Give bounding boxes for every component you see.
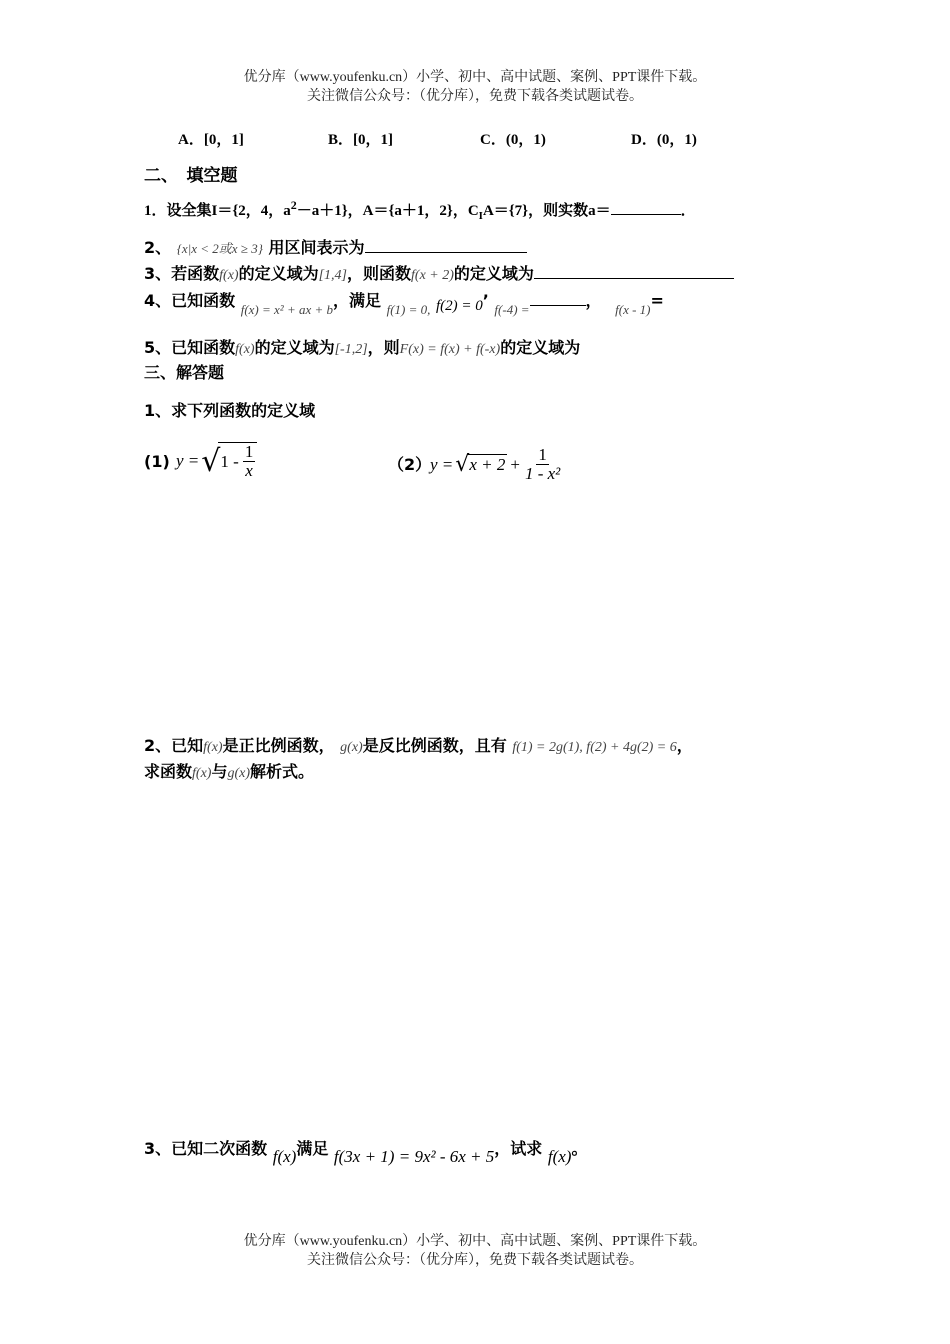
- formula1-denominator: x: [245, 461, 253, 480]
- option-d: D．(0，1): [631, 132, 697, 148]
- solve-question-1-title: 1、求下列函数的定义域: [144, 401, 316, 420]
- solve-q3-text1: 满足: [296, 1139, 329, 1158]
- solve-q1-formula-1: [176, 442, 257, 480]
- fill-q3-text1: 的定义域为: [238, 264, 319, 283]
- option-b: B．[0，1]: [328, 132, 393, 148]
- footer-line-1: 优分库（www.youfenku.cn）小学、初中、高中试题、案例、PPT课件下载。: [243, 1234, 707, 1249]
- header-line-1: 优分库（www.youfenku.cn）小学、初中、高中试题、案例、PPT课件下载。: [243, 70, 707, 85]
- fill-q5-number: 5、已知函数: [144, 338, 236, 357]
- solve-question-3: [144, 1136, 588, 1166]
- formula2-fraction: [523, 446, 562, 483]
- solve-q3-number: 3、已知二次函数: [144, 1139, 268, 1158]
- solve-q3-fx: f(x): [272, 1147, 297, 1166]
- fill-q1-suffix: A＝{7}，则实数a＝: [482, 203, 611, 219]
- solve-q1-formula-2: [430, 446, 562, 483]
- fill-question-3: [144, 261, 734, 284]
- fill-question-5: [144, 335, 580, 358]
- solve-q2-fx-2: f(x): [192, 766, 212, 781]
- fill-q5-text1: 的定义域为: [254, 338, 335, 357]
- fill-q5-fx: f(x): [235, 342, 255, 357]
- formula1-one-minus: 1 -: [220, 451, 239, 471]
- solve-question-2-line-1: [144, 733, 693, 756]
- fill-q1-end: ．: [680, 203, 696, 219]
- fill-q1-mid: －a＋1}，A＝{a＋1，2}，C: [296, 203, 479, 219]
- formula2-plus: +: [510, 454, 520, 474]
- solve-q2-fx: f(x): [203, 740, 223, 755]
- section-fill-title: 二、 填空题: [144, 166, 238, 186]
- solve-q2-condition: f(1) = 2g(1), f(2) + 4g(2) = 6: [512, 740, 677, 755]
- formula1-radicand: [218, 442, 257, 480]
- fill-question-2: [144, 235, 527, 258]
- solve-q3-end: 。: [571, 1139, 588, 1158]
- fill-q3-fx: f(x): [219, 268, 239, 283]
- fill-q1-prefix: 1．设全集I＝{2，4，a: [144, 203, 291, 219]
- solve-q2-gx-2: g(x): [227, 766, 251, 781]
- solve-q2-and: 与: [211, 762, 228, 781]
- option-a: A．[0，1]: [178, 132, 244, 148]
- fill-q4-cond3: f(-4) =: [494, 302, 530, 317]
- sqrt-sign-icon-2: √: [455, 452, 470, 477]
- header-line-2: 关注微信公众号：（优分库），免费下载各类试题试卷。: [307, 89, 643, 104]
- fill-q3-text3: 的定义域为: [453, 264, 534, 283]
- fill-q4-cond2: f(2) = 0: [435, 298, 483, 314]
- solve-q2-number: 2、已知: [144, 736, 204, 755]
- solve-question-2-line-2: [144, 759, 314, 782]
- fill-q5-Fx: F(x) = f(x) + f(-x): [399, 342, 501, 357]
- solve-q3-fx-2: f(x): [547, 1147, 572, 1166]
- solve-q2-comma: ，: [676, 736, 693, 755]
- fill-question-1: [144, 198, 696, 222]
- formula2-denominator: 1 - x²: [524, 464, 561, 483]
- solve-q3-condition: f(3x + 1) = 9x² - 6x + 5: [333, 1147, 495, 1166]
- fill-q3-blank[interactable]: [534, 264, 734, 279]
- formula2-y: y =: [430, 454, 454, 474]
- formula1-numerator: 1: [244, 442, 254, 461]
- fill-q1-blank[interactable]: [611, 200, 681, 215]
- fill-q1-sub: I: [478, 210, 483, 222]
- solve-q2-line2-prefix: 求函数: [144, 762, 193, 781]
- formula2-radicand: x + 2: [469, 455, 506, 474]
- fill-q4-number: 4、已知函数: [144, 291, 236, 310]
- fill-q2-text: 用区间表示为: [268, 238, 365, 257]
- fill-q5-interval: [-1,2]: [334, 342, 368, 357]
- formula1-fraction: [243, 443, 256, 480]
- fill-q2-blank[interactable]: [365, 238, 527, 253]
- fill-q2-number: 2、: [144, 238, 172, 257]
- option-c: C．(0，1): [480, 132, 546, 148]
- fill-question-4: 4、已知函数 $_{f(x) = x^2 + ax + b}$，满足 $_{f(1) = 0,}$ f(2) = 0’ $_{f(-4) =}$ ， $_{f(x - 1)}$=: [144, 291, 664, 317]
- formula2-numerator: 1: [538, 445, 547, 464]
- section-solve-title: 三、解答题: [144, 363, 225, 382]
- sqrt-sign-icon: √: [201, 443, 221, 479]
- solve-q1-part-1-label: (1): [144, 452, 170, 471]
- fill-q4-blank1[interactable]: [530, 293, 586, 306]
- solve-q2-line2-suffix: 解析式。: [250, 762, 315, 781]
- solve-q2-text1: 是正比例函数，: [222, 736, 335, 755]
- fill-q2-set-expr: {x|x < 2或x ≥ 3}: [176, 241, 263, 256]
- fill-q4-equals: =: [650, 291, 664, 310]
- fill-q5-text2: ，则: [367, 338, 400, 357]
- solve-q3-text2: ，试求: [494, 1139, 543, 1158]
- solve-q1-part-2-label: （2）: [388, 455, 432, 474]
- fill-q4-text1: ，满足: [333, 291, 382, 310]
- solve-q2-text2: 是反比例函数，且有: [362, 736, 507, 755]
- footer-line-2: 关注微信公众号：（优分库），免费下载各类试题试卷。: [307, 1253, 643, 1268]
- fill-q4-function: f(x) = x² + ax + b: [240, 302, 334, 317]
- fill-q3-number: 3、若函数: [144, 264, 220, 283]
- fill-q1-sup: 2: [290, 198, 297, 212]
- formula1-y: y =: [176, 451, 200, 470]
- solve-q2-gx: g(x): [340, 740, 363, 755]
- fill-q4-cond1: f(1) = 0,: [386, 302, 431, 317]
- fill-q3-fx-plus-2: f(x + 2): [411, 268, 454, 283]
- fill-q5-text3: 的定义域为: [500, 338, 581, 357]
- fill-q3-interval: [1,4]: [318, 268, 347, 283]
- fill-q3-text2: ，则函数: [347, 264, 412, 283]
- fill-q4-fx-minus-1: f(x - 1): [615, 302, 651, 317]
